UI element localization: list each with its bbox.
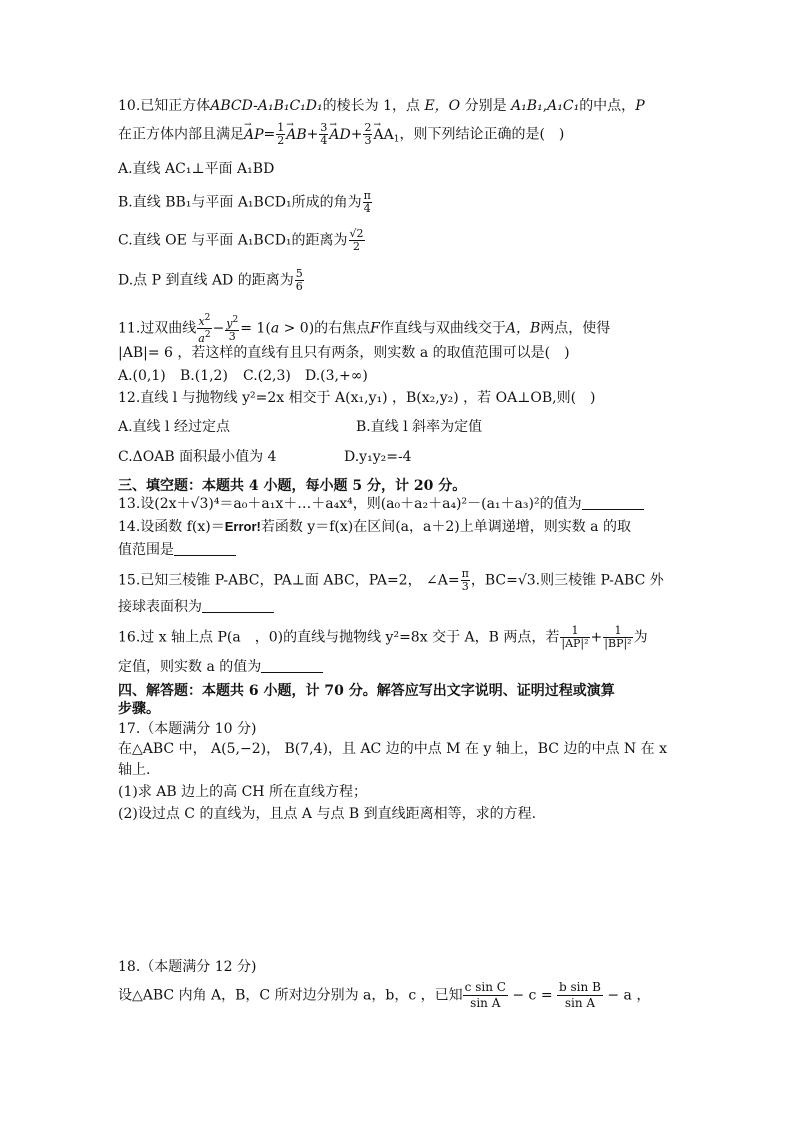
q13-answer-blank <box>582 495 644 510</box>
frac-1-ap2: $\frac{1}{\text{|AP|²}}$ <box>561 624 589 650</box>
section-4-heading-2: 步骤。 <box>118 701 160 717</box>
q12-option-b: B.直线 l 斜率为定值 <box>356 419 483 435</box>
q10-points: E，O <box>424 98 461 114</box>
q10-option-d-text: D.点 P 到直线 AD 的距离为 <box>118 272 294 289</box>
q18-text: 设△ABC 内角 A，B，C 所对边分别为 a，b，c ，已知 <box>118 987 463 1004</box>
q12-options-cd <box>118 448 412 466</box>
q11-option-b: B.(1,2) <box>180 368 228 384</box>
q18-text: − c = <box>507 987 558 1004</box>
frac-2-3: $\frac{2}{3}$ <box>364 121 372 147</box>
q11-text: 作直线与双曲线交于 <box>379 320 506 337</box>
q16-text: 为 <box>633 629 648 646</box>
q11-option-c: C.(2,3) <box>243 368 291 384</box>
q14-line1 <box>118 518 631 536</box>
q10-option-c-text: C.直线 OE 与平面 A₁BCD₁的距离为 <box>118 232 348 249</box>
q16-answer-blank <box>261 658 323 673</box>
q11-line1: 11.过双曲线 $\frac{x^2}{a^2}$ − $\frac{y^2}{3}$ = 1(a > 0)的右焦点F作直线与双曲线交于A，B两点，使得 <box>118 313 611 345</box>
q10-option-b-text: B.直线 BB₁与平面 A₁BCD₁所成的角为 <box>118 194 362 211</box>
frac-pi-3: $\frac{\pi}{3}$ <box>461 567 469 593</box>
q10-text: 在正方体内部且满足 <box>118 126 244 143</box>
frac-pi-4: $\frac{\pi}{4}$ <box>363 189 371 215</box>
q10-option-a: A.直线 AC₁⊥平面 A₁BD <box>118 161 275 177</box>
q13-text: 13.设(2x＋√3)⁴＝a₀＋a₁x＋…＋a₄x⁴，则(a₀＋a₂＋a₄)²－(a₁＋a₃)²的值为 <box>118 496 582 512</box>
q12-line1: 12.直线 l 与抛物线 y²=2x 相交于 A(x₁,y₁) ，B(x₂,y₂) ，若 OA⊥OB,则( ) <box>118 390 596 406</box>
q10-cube: ABCD-A₁B₁C₁D₁ <box>210 98 323 114</box>
q10-text: 分别是 <box>464 98 507 114</box>
q10-text: ，则下列结论正确的是( ) <box>399 126 565 143</box>
q15-text: ，BC=√3.则三棱锥 P-ABC 外 <box>470 572 664 589</box>
hyperbola-x-term: $\frac{x^2}{a^2}$ <box>198 313 211 345</box>
vec-ap: → AP <box>244 126 264 144</box>
vec-ab: → AB <box>286 126 306 144</box>
q11-option-a: A.(0,1) <box>118 368 166 384</box>
q15-text: 15.已知三棱锥 P-ABC，PA⊥面 ABC，PA=2， ∠A= <box>118 572 460 589</box>
q10-option-c <box>118 228 366 253</box>
q10-line2: 在正方体内部且满足→ AP= $\frac{1}{2}$ → AB+ $\frac{3}{4}$ → AD+ $\frac{2}{3}$ → $AA_1$，则下列结论正确的是( ) <box>118 122 564 149</box>
q12-option-d: D.y₁y₂=-4 <box>344 449 412 465</box>
q16-text: 16.过 x 轴上点 P(a ，0)的直线与抛物线 y²=8x 交于 A，B 两点，若 <box>118 629 560 646</box>
q11-option-d: D.(3,+∞) <box>305 368 368 384</box>
section-4-heading-1: 四、解答题：本题共 6 小题，计 70 分。解答应写出文字说明、证明过程或演算 <box>118 683 615 699</box>
frac-1-bp2: $\frac{1}{\text{|BP|²}}$ <box>604 624 632 650</box>
q15-line1 <box>118 568 664 593</box>
q17-line1: 在△ABC 中， A(5,−2)， B(7,4)，且 AC 边的中点 M 在 y 轴上，BC 边的中点 N 在 x <box>118 741 667 757</box>
q10-text: 的棱长为 1，点 <box>322 98 420 114</box>
q17-line2: 轴上. <box>118 762 151 778</box>
q11-text: 的右焦点 <box>314 320 371 337</box>
q17-part1: (1)求 AB 边上的高 CH 所在直线方程； <box>118 784 367 800</box>
q11-focus: F <box>370 320 380 337</box>
q14-text: 若函数 y＝f(x)在区间(a，a＋2)上单调递增，则实数 a 的取 <box>260 519 631 535</box>
q16-plus: + <box>590 629 603 646</box>
q14-text: 值范围是 <box>118 542 174 558</box>
q12-options-ab <box>118 418 482 436</box>
q14-answer-blank <box>174 541 236 556</box>
q18-text: − a ， <box>602 987 651 1004</box>
q17-heading: 17.（本题满分 10 分) <box>118 721 257 737</box>
q11-options <box>118 367 368 385</box>
q10-point-p: P <box>635 98 645 114</box>
q16-line2 <box>118 658 323 676</box>
vec-ad: → AD <box>329 126 350 144</box>
vec-aa1: → AA <box>373 126 393 144</box>
frac-bsinB-sinA: $\frac{\text{b sin B}}{\text{sin A}}$ <box>559 980 601 1010</box>
q10-seg1: A₁B₁ <box>511 98 543 114</box>
q15-text: 接球表面积为 <box>118 599 202 615</box>
q12-option-a: A.直线 l 经过定点 <box>118 419 230 435</box>
q14-line2 <box>118 541 236 559</box>
frac-1-2: $\frac{1}{2}$ <box>277 121 285 147</box>
q10-line1: 10.已知正方体ABCD-A₁B₁C₁D₁的棱长为 1，点 E，O 分别是 A₁B₁,A₁C₁的中点，P <box>118 98 645 114</box>
q14-text: 14.设函数 f(x)＝ <box>118 519 225 535</box>
q12-option-c: C.ΔOAB 面积最小值为 4 <box>118 449 277 465</box>
frac-5-6: $\frac{5}{6}$ <box>295 267 303 293</box>
q11-line2: |AB|= 6 ，若这样的直线有且只有两条，则实数 a 的取值范围可以是( ) <box>118 345 570 361</box>
frac-sqrt2-2: $\frac{√2}{2}$ <box>349 227 364 253</box>
q18-heading: 18.（本题满分 12 分) <box>118 959 257 975</box>
q10-eq: = <box>263 126 276 143</box>
q17-part2: (2)设过点 C 的直线为，且点 A 与点 B 到直线距离相等，求的方程. <box>118 806 537 822</box>
frac-csinC-sinA: $\frac{\text{c sin C}}{\text{sin A}}$ <box>464 980 506 1010</box>
frac-3-4: $\frac{3}{4}$ <box>320 121 328 147</box>
section-3-heading: 三、填空题：本题共 4 小题，每小题 5 分，计 20 分。 <box>118 478 467 494</box>
q16-text: 定值，则实数 a 的值为 <box>118 659 262 675</box>
q11-points: A，B <box>505 320 541 337</box>
q10-option-b <box>118 190 373 215</box>
q15-answer-blank <box>202 598 274 613</box>
q16-line1 <box>118 625 648 650</box>
q18-line1 <box>118 980 650 1011</box>
hyperbola-y-term: $\frac{y^2}{3}$ <box>226 315 239 343</box>
q15-line2 <box>118 598 274 616</box>
q14-error-field: Error! <box>224 519 261 534</box>
q13 <box>118 495 644 513</box>
q10-option-d <box>118 268 305 293</box>
q11-text: 两点，使得 <box>540 320 611 337</box>
q10-text: 的中点， <box>579 98 636 114</box>
q11-text: 11.过双曲线 <box>118 320 197 337</box>
q10-seg2: A₁C₁ <box>547 98 580 114</box>
q10-text: 10.已知正方体 <box>118 98 211 114</box>
